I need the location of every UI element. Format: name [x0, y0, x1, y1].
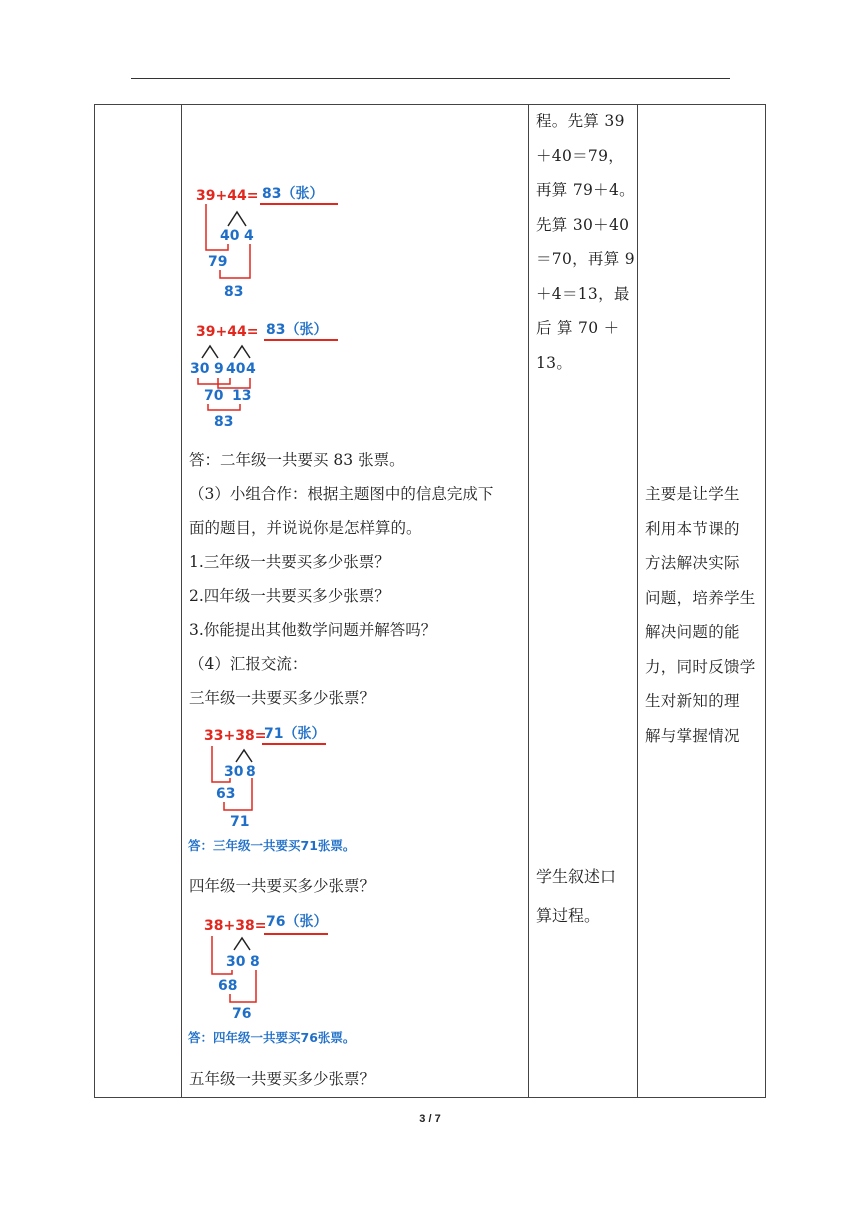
d2-result: 83（张） — [266, 322, 328, 338]
question-2: 2.四年级一共要买多少张票？ — [189, 587, 390, 605]
d2-partial-a: 70 — [204, 388, 224, 404]
d4-result: 76（张） — [266, 914, 328, 930]
question-1: 1.三年级一共要买多少张票？ — [189, 553, 390, 571]
d2-split-a: 30 — [190, 361, 210, 377]
table-bottom-border — [94, 1097, 766, 1098]
d1-split-a: 40 — [220, 228, 240, 244]
d4-step: 68 — [218, 978, 238, 994]
table-col-border-2 — [181, 104, 182, 1097]
d2-split-b: 9 — [214, 361, 224, 377]
task3-line2: 面的题目，并说说你是怎样算的。 — [189, 519, 422, 537]
d1-result: 83（张） — [262, 186, 324, 202]
table-top-border — [94, 104, 766, 105]
table-col-border-1 — [94, 104, 95, 1097]
process-line: 再算 79＋4。 — [536, 181, 635, 199]
process-line: 先算 30＋40 — [536, 215, 630, 234]
diagram-38-plus-38 — [186, 908, 386, 1048]
d2-split-c: 40 — [226, 361, 246, 377]
process-line: 后 算 70 ＋ — [536, 319, 620, 337]
d1-split-b: 4 — [244, 228, 254, 244]
d3-final: 71 — [230, 814, 250, 830]
question-grade4: 四年级一共要买多少张票？ — [189, 877, 376, 895]
student-activity-notes — [536, 848, 634, 942]
process-line: 13。 — [536, 353, 573, 372]
intent-line: 解与掌握情况 — [645, 726, 740, 745]
table-col-border-4 — [637, 104, 638, 1097]
intent-line: 力，同时反馈学 — [645, 657, 756, 676]
d3-result: 71（张） — [264, 726, 326, 742]
process-line: ＝70，再算 9 — [536, 250, 635, 268]
d2-equation: 39+44= — [196, 324, 259, 340]
question-grade5: 五年级一共要买多少张票？ — [189, 1070, 376, 1088]
process-line: ＋40＝79， — [536, 146, 625, 165]
d2-final: 83 — [214, 414, 234, 430]
d3-step: 63 — [216, 786, 236, 802]
intent-line: 利用本节课的 — [645, 519, 740, 538]
process-notes — [536, 104, 634, 380]
d4-split-a: 30 — [226, 954, 246, 970]
header-rule — [131, 78, 730, 79]
intent-line: 问题，培养学生 — [645, 588, 756, 607]
d4-answer: 答：四年级一共要买76张票。 — [188, 1030, 356, 1045]
question-grade3: 三年级一共要买多少张票？ — [189, 689, 376, 707]
design-intent-notes — [645, 477, 763, 753]
d4-equation: 38+38= — [204, 918, 267, 934]
d3-equation: 33+38= — [204, 728, 267, 744]
d4-final: 76 — [232, 1006, 252, 1022]
d2-split-d: 4 — [246, 361, 256, 377]
process-line: ＋4＝13，最 — [536, 284, 630, 303]
d1-step: 79 — [208, 254, 228, 270]
diagram-39-plus-44-method-2 — [186, 318, 356, 433]
answer-grade2: 答：二年级一共要买 83 张票。 — [189, 451, 405, 469]
intent-line: 方法解决实际 — [645, 554, 740, 572]
intent-line: 主要是让学生 — [645, 485, 740, 503]
d3-split-a: 30 — [224, 764, 244, 780]
table-col-border-5 — [765, 104, 766, 1097]
table-col-border-3 — [528, 104, 529, 1097]
task4: （4）汇报交流： — [189, 655, 308, 673]
d3-split-b: 8 — [246, 764, 256, 780]
activity-line: 学生叙述口 — [536, 867, 617, 886]
d1-final: 83 — [224, 284, 244, 300]
d3-answer: 答：三年级一共要买71张票。 — [188, 838, 356, 853]
task3-line1: （3）小组合作：根据主题图中的信息完成下 — [189, 485, 494, 503]
d2-partial-b: 13 — [232, 388, 252, 404]
intent-line: 生对新知的理 — [645, 692, 740, 710]
intent-line: 解决问题的能 — [645, 623, 740, 641]
diagram-39-plus-44-method-1 — [190, 180, 350, 300]
activity-line: 算过程。 — [536, 906, 601, 925]
d1-equation: 39+44= — [196, 188, 259, 204]
page-number: 3 / 7 — [419, 1113, 441, 1125]
question-3: 3.你能提出其他数学问题并解答吗？ — [189, 621, 437, 639]
diagram-33-plus-38 — [186, 720, 386, 856]
d4-split-b: 8 — [250, 954, 260, 970]
process-line: 程。先算 39 — [536, 112, 625, 130]
